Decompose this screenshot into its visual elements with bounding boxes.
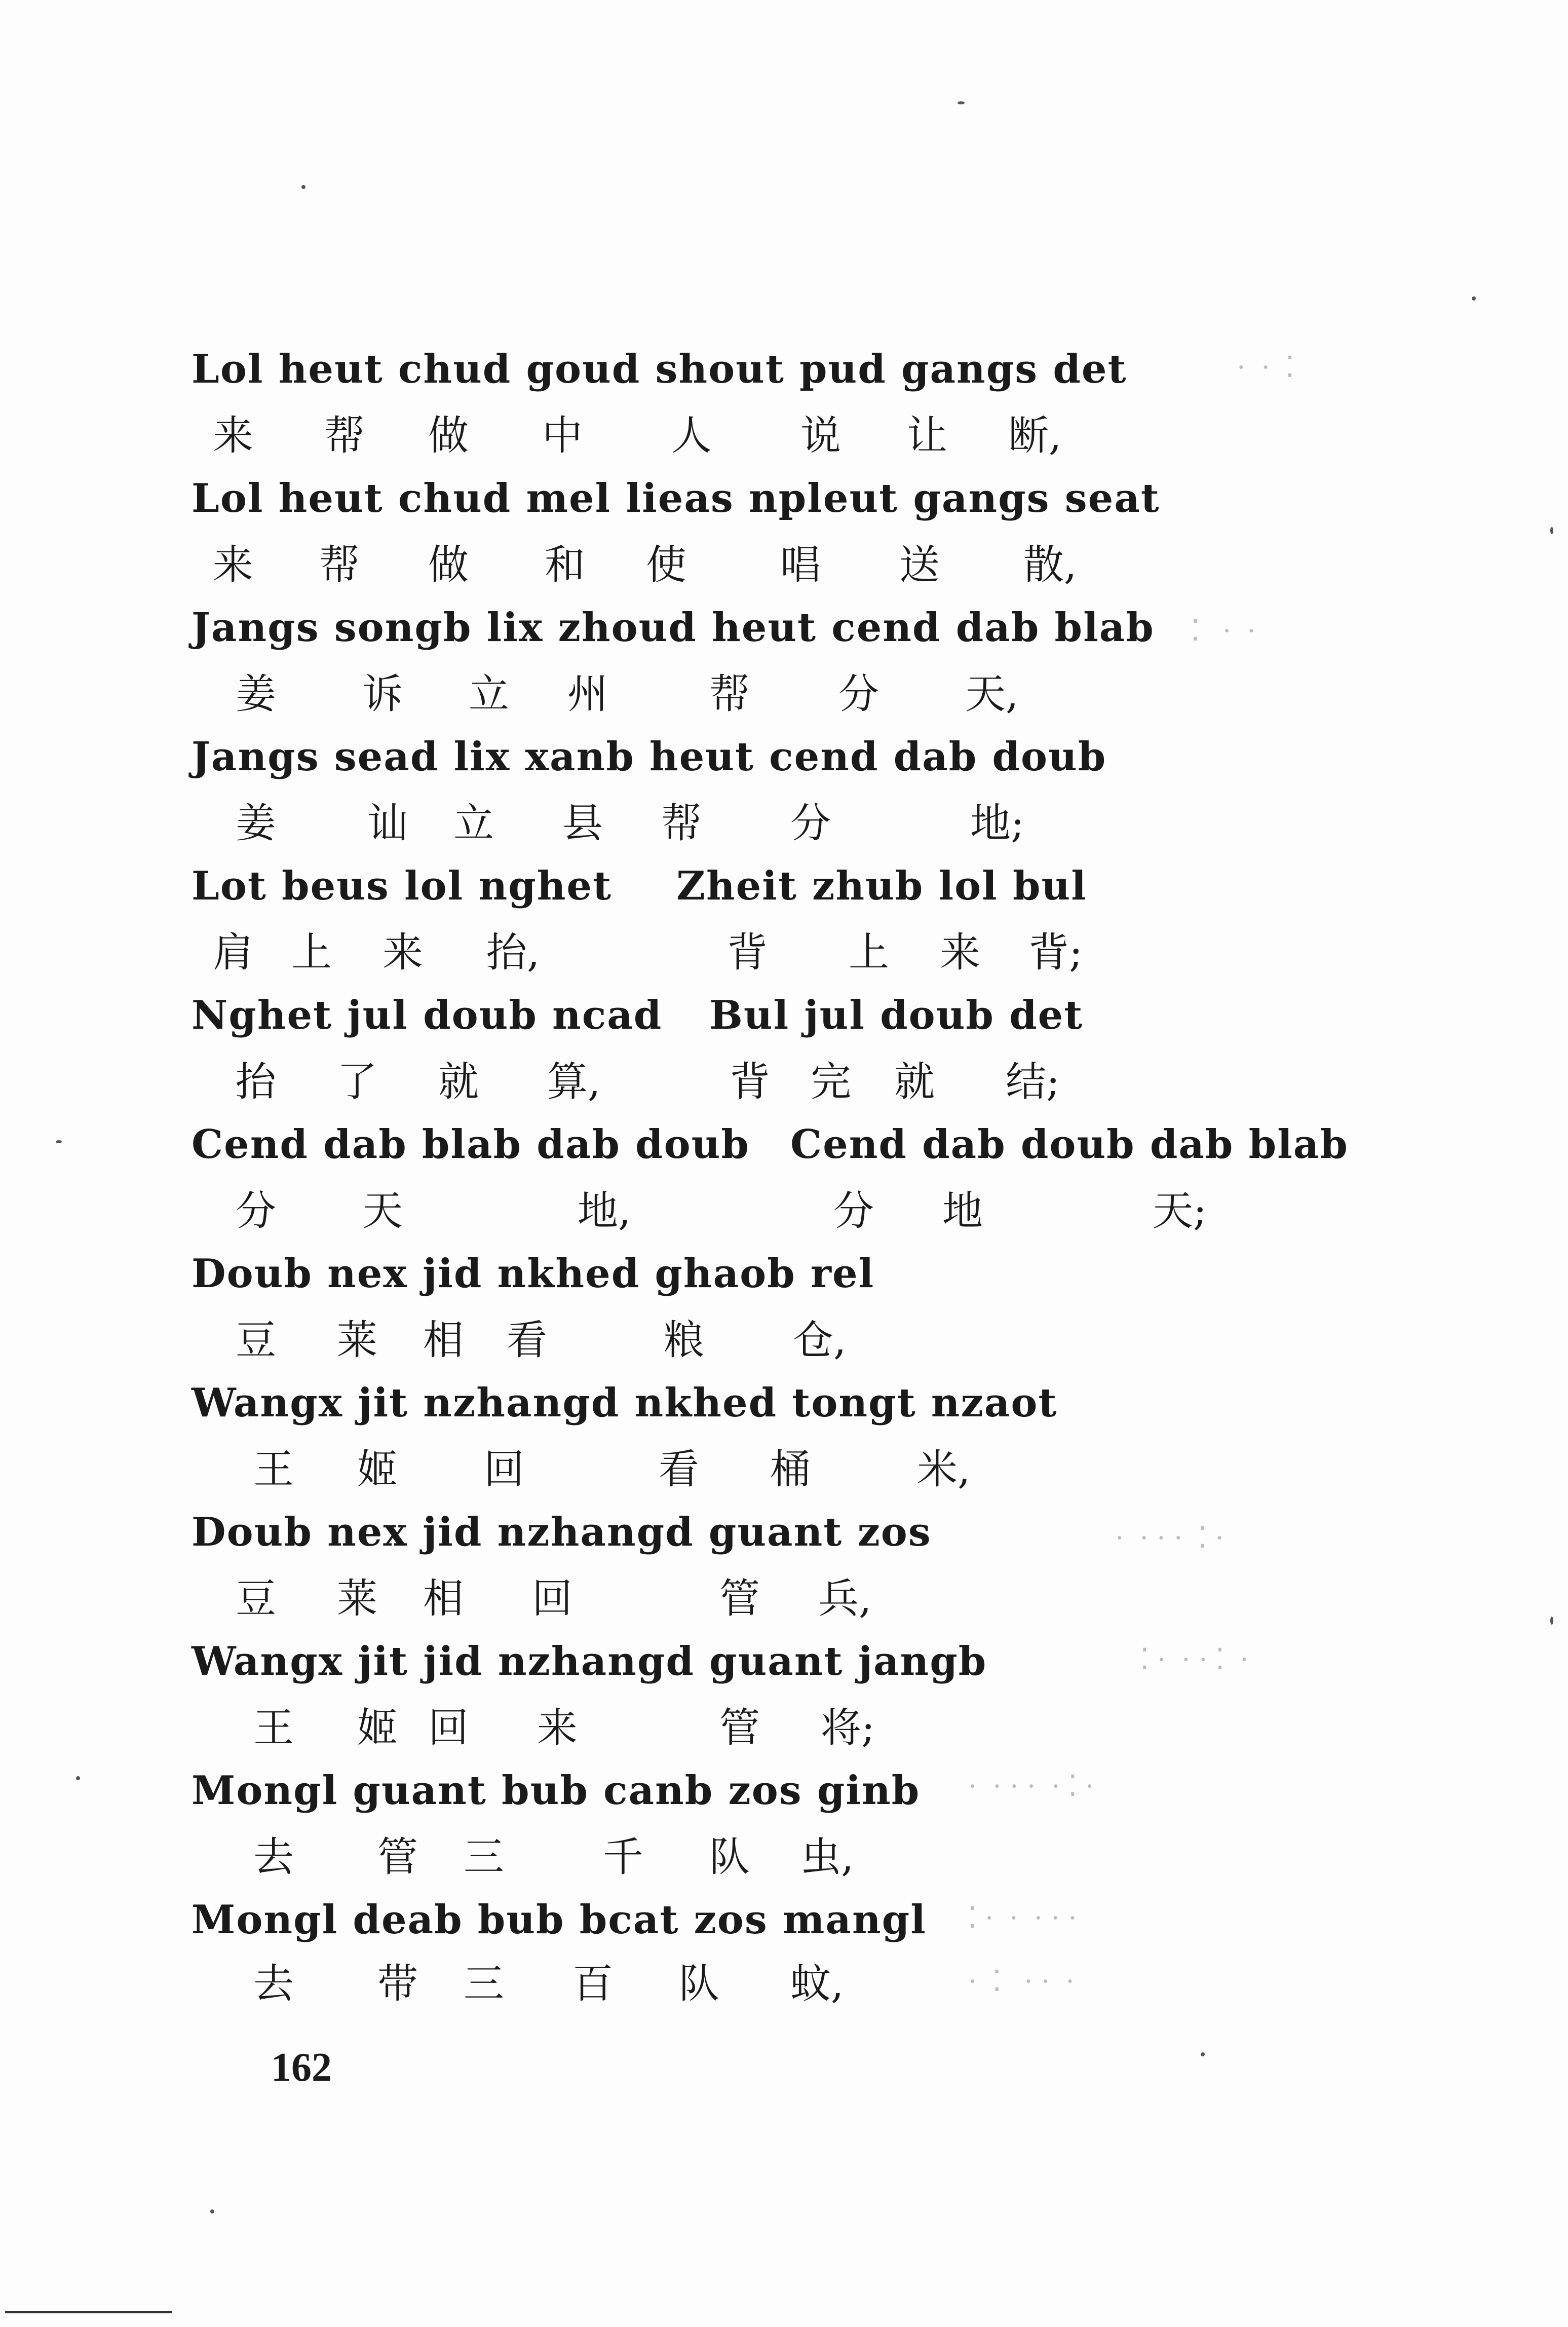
gloss-char: 背 <box>727 929 768 976</box>
gloss-char: 莱 <box>337 1317 377 1364</box>
gloss-char: 米, <box>917 1446 971 1493</box>
bleed-through: ⁚ · · <box>1191 614 1256 647</box>
scan-speck <box>301 185 305 189</box>
gloss-char: 上 <box>291 929 332 976</box>
gloss-char: 粮 <box>664 1317 704 1364</box>
gloss-char: 算, <box>547 1058 601 1105</box>
gloss-char: 背; <box>1028 929 1083 976</box>
gloss-char: 王 <box>253 1704 294 1751</box>
miao-line-12: Mongl guant bub canb zos ginb <box>192 1768 921 1814</box>
gloss-char: 管 <box>719 1575 760 1622</box>
gloss-char: 看 <box>507 1317 547 1364</box>
gloss-char: 带 <box>377 1960 418 2007</box>
miao-line-5-left: Lot beus lol nghet <box>192 863 613 909</box>
gloss-char: 天 <box>362 1187 403 1234</box>
gloss-char: 莱 <box>337 1575 377 1622</box>
scan-speck <box>56 1140 62 1143</box>
gloss-char: 分 <box>236 1187 276 1234</box>
gloss-char: 送 <box>899 541 940 588</box>
bleed-through: · ⁚ · · · <box>968 1965 1075 1998</box>
scan-speck <box>210 2209 214 2213</box>
gloss-char: 队 <box>709 1833 750 1881</box>
scan-speck <box>76 1776 80 1780</box>
gloss-char: 完 <box>811 1058 851 1105</box>
gloss-char: 让 <box>907 412 947 459</box>
gloss-char: 来 <box>213 412 253 459</box>
gloss-char: 来 <box>383 929 423 976</box>
gloss-char: 帮 <box>709 670 750 718</box>
gloss-char: 上 <box>849 929 889 976</box>
bleed-through: · · ⁚ <box>1236 351 1295 384</box>
gloss-char: 豆 <box>236 1575 276 1622</box>
gloss-char: 天; <box>1153 1187 1207 1234</box>
gloss-char: 中 <box>542 412 583 459</box>
gloss-char: 回 <box>484 1446 524 1493</box>
gloss-char: 散, <box>1023 541 1077 588</box>
gloss-char: 百 <box>572 1960 613 2007</box>
gloss-char: 三 <box>464 1833 504 1881</box>
bleed-through: · · · · · ⁚ · <box>968 1770 1095 1803</box>
gloss-char: 地; <box>970 800 1024 847</box>
gloss-char: 姜 <box>236 800 276 847</box>
gloss-char: 使 <box>646 541 686 588</box>
miao-line-6-right: Bul jul doub det <box>709 992 1084 1038</box>
gloss-char: 帮 <box>661 800 702 847</box>
gloss-char: 看 <box>659 1446 699 1493</box>
gloss-char: 人 <box>671 412 712 459</box>
gloss-char: 抬, <box>486 929 540 976</box>
gloss-char: 帮 <box>324 412 365 459</box>
gloss-char: 仓, <box>793 1317 847 1364</box>
gloss-char: 三 <box>464 1960 504 2007</box>
gloss-char: 来 <box>940 929 980 976</box>
gloss-char: 回 <box>532 1575 572 1622</box>
gloss-char: 立 <box>453 800 494 847</box>
scan-edge-line <box>5 2311 172 2313</box>
miao-line-13: Mongl deab bub bcat zos mangl <box>192 1897 927 1943</box>
gloss-char: 背 <box>730 1058 770 1105</box>
scan-speck <box>1550 1617 1553 1625</box>
gloss-char: 兵, <box>818 1575 872 1622</box>
miao-line-8: Doub nex jid nkhed ghaob rel <box>192 1251 875 1297</box>
gloss-char: 说 <box>800 412 841 459</box>
gloss-char: 来 <box>213 541 253 588</box>
gloss-char: 管 <box>377 1833 418 1881</box>
gloss-char: 做 <box>428 541 469 588</box>
miao-line-2: Lol heut chud mel lieas npleut gangs seat <box>192 475 1160 521</box>
gloss-char: 就 <box>438 1058 479 1105</box>
gloss-char: 相 <box>423 1575 464 1622</box>
gloss-char: 姬 <box>357 1704 398 1751</box>
gloss-char: 桶 <box>770 1446 811 1493</box>
gloss-char: 豆 <box>236 1317 276 1364</box>
gloss-char: 了 <box>337 1058 377 1105</box>
gloss-char: 队 <box>679 1960 719 2007</box>
gloss-char: 地, <box>578 1187 631 1234</box>
miao-line-9: Wangx jit nzhangd nkhed tongt nzaot <box>192 1380 1058 1426</box>
gloss-char: 结; <box>1006 1058 1060 1105</box>
gloss-char: 去 <box>253 1833 294 1881</box>
gloss-char: 立 <box>469 670 509 718</box>
gloss-char: 分 <box>838 670 879 718</box>
gloss-char: 肩 <box>213 929 253 976</box>
gloss-char: 抬 <box>236 1058 276 1105</box>
gloss-char: 来 <box>537 1704 578 1751</box>
gloss-char: 做 <box>428 412 469 459</box>
gloss-char: 回 <box>428 1704 469 1751</box>
gloss-char: 蚊, <box>790 1960 844 2007</box>
miao-line-1: Lol heut chud goud shout pud gangs det <box>192 346 1127 392</box>
miao-line-7-left: Cend dab blab dab doub <box>192 1121 750 1168</box>
bleed-through: ⁚ · · · · · <box>968 1901 1078 1934</box>
gloss-char: 帮 <box>319 541 360 588</box>
gloss-char: 管 <box>719 1704 760 1751</box>
page-number: 162 <box>271 2045 332 2090</box>
gloss-char: 地 <box>942 1187 983 1234</box>
gloss-char: 县 <box>562 800 603 847</box>
scan-speck <box>1550 527 1553 534</box>
gloss-char: 断, <box>1008 412 1062 459</box>
bleed-through: · · · · ⁚ · <box>1115 1521 1225 1554</box>
gloss-char: 诉 <box>362 670 403 718</box>
gloss-char: 将; <box>821 1704 875 1751</box>
miao-line-3: Jangs songb lix zhoud heut cend dab blab <box>192 605 1155 651</box>
scan-speck <box>1201 2052 1205 2056</box>
gloss-char: 姬 <box>357 1446 398 1493</box>
scan-speck <box>1472 296 1476 301</box>
miao-line-5-right: Zheit zhub lol bul <box>676 863 1087 909</box>
gloss-char: 姜 <box>236 670 276 718</box>
miao-line-6-left: Nghet jul doub ncad <box>192 992 663 1038</box>
gloss-char: 唱 <box>780 541 821 588</box>
gloss-char: 讪 <box>367 800 408 847</box>
miao-line-11: Wangx jit jid nzhangd guant jangb <box>192 1638 987 1684</box>
miao-line-10: Doub nex jid nzhangd guant zos <box>192 1509 932 1555</box>
gloss-char: 王 <box>253 1446 294 1493</box>
gloss-char: 分 <box>790 800 831 847</box>
miao-line-4: Jangs sead lix xanb heut cend dab doub <box>192 734 1107 780</box>
gloss-char: 和 <box>545 541 585 588</box>
gloss-char: 就 <box>894 1058 935 1105</box>
gloss-char: 去 <box>253 1960 294 2007</box>
gloss-char: 天, <box>965 670 1019 718</box>
bleed-through: ⁚ · · · ⁚ · <box>1140 1643 1249 1676</box>
gloss-char: 相 <box>423 1317 464 1364</box>
scan-speck <box>958 101 965 104</box>
gloss-char: 州 <box>567 670 608 718</box>
gloss-char: 虫, <box>800 1833 854 1881</box>
miao-line-7-right: Cend dab doub dab blab <box>790 1121 1349 1168</box>
gloss-char: 分 <box>833 1187 874 1234</box>
gloss-char: 千 <box>603 1833 643 1881</box>
